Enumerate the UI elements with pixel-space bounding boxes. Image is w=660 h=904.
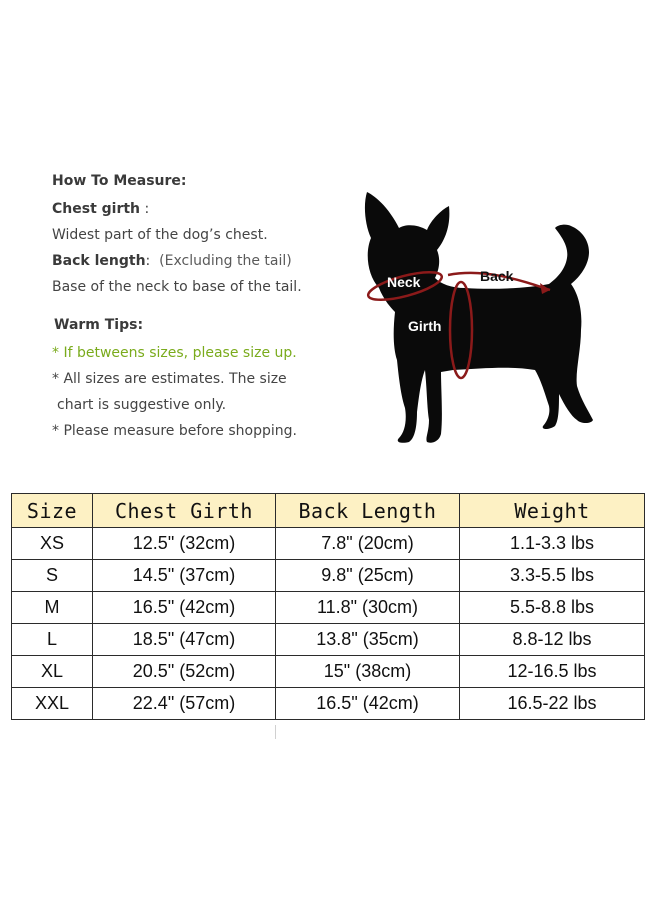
back-length-line xyxy=(52,253,292,269)
tip-size-up: * If betweens sizes, please size up. xyxy=(52,345,297,361)
cell-size: XS xyxy=(12,528,93,560)
girth-label: Girth xyxy=(408,318,442,334)
tip-measure-before: * Please measure before shopping. xyxy=(52,423,297,439)
neck-label: Neck xyxy=(387,274,421,290)
table-row xyxy=(12,560,645,592)
table-row xyxy=(12,624,645,656)
back-length-description: Base of the neck to base of the tail. xyxy=(52,279,302,295)
chest-girth-label: Chest girth xyxy=(52,201,141,217)
cell-size: M xyxy=(12,592,93,624)
chest-girth-description: Widest part of the dog’s chest. xyxy=(52,227,268,243)
cell-back-length: 15" (38cm) xyxy=(276,656,460,688)
size-chart-table xyxy=(11,493,645,720)
cell-weight: 3.3-5.5 lbs xyxy=(460,560,645,592)
cell-chest-girth: 18.5" (47cm) xyxy=(93,624,276,656)
cell-chest-girth: 12.5" (32cm) xyxy=(93,528,276,560)
cell-size: S xyxy=(12,560,93,592)
header-weight: Weight xyxy=(460,494,645,528)
table-row xyxy=(12,592,645,624)
dog-silhouette-icon xyxy=(345,180,615,460)
cell-back-length: 13.8" (35cm) xyxy=(276,624,460,656)
chest-girth-colon: : xyxy=(140,201,150,217)
cell-weight: 12-16.5 lbs xyxy=(460,656,645,688)
cell-back-length: 9.8" (25cm) xyxy=(276,560,460,592)
warm-tips-heading: Warm Tips: xyxy=(54,317,144,333)
chest-girth-line xyxy=(52,201,149,217)
cell-chest-girth: 16.5" (42cm) xyxy=(93,592,276,624)
cell-weight: 16.5-22 lbs xyxy=(460,688,645,720)
tip-estimates-line2: chart is suggestive only. xyxy=(57,397,227,413)
header-chest-girth: Chest Girth xyxy=(93,494,276,528)
divider-tick xyxy=(275,725,276,739)
how-to-measure-heading: How To Measure: xyxy=(52,173,187,189)
cell-weight: 8.8-12 lbs xyxy=(460,624,645,656)
table-row xyxy=(12,688,645,720)
back-length-colon: : xyxy=(145,253,151,269)
table-row xyxy=(12,656,645,688)
header-back-length: Back Length xyxy=(276,494,460,528)
cell-chest-girth: 22.4" (57cm) xyxy=(93,688,276,720)
back-label: Back xyxy=(480,268,514,284)
cell-weight: 5.5-8.8 lbs xyxy=(460,592,645,624)
cell-back-length: 7.8" (20cm) xyxy=(276,528,460,560)
cell-size: L xyxy=(12,624,93,656)
cell-back-length: 11.8" (30cm) xyxy=(276,592,460,624)
cell-size: XL xyxy=(12,656,93,688)
cell-chest-girth: 14.5" (37cm) xyxy=(93,560,276,592)
cell-chest-girth: 20.5" (52cm) xyxy=(93,656,276,688)
table-header-row xyxy=(12,494,645,528)
header-size: Size xyxy=(12,494,93,528)
cell-weight: 1.1-3.3 lbs xyxy=(460,528,645,560)
tip-estimates-line1: * All sizes are estimates. The size xyxy=(52,371,287,387)
dog-measurement-figure xyxy=(345,180,615,460)
table-row xyxy=(12,528,645,560)
cell-back-length: 16.5" (42cm) xyxy=(276,688,460,720)
cell-size: XXL xyxy=(12,688,93,720)
back-length-note: (Excluding the tail) xyxy=(159,253,292,269)
back-length-label: Back length xyxy=(52,253,146,269)
